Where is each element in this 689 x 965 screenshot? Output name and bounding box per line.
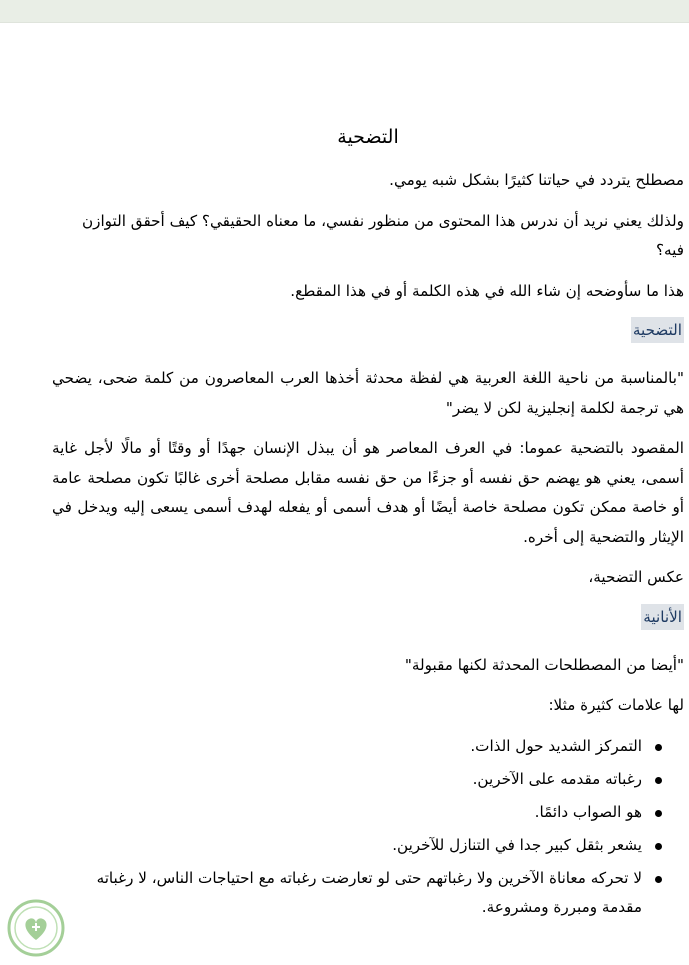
- intro-paragraph-3: هذا ما سأوضحه إن شاء الله في هذه الكلمة أو في هذا المقطع.: [290, 281, 684, 300]
- list-item: يشعر بثقل كبير جدا في التنازل للآخرين.: [52, 831, 684, 860]
- bullet-icon: [655, 744, 662, 751]
- list-item: التمركز الشديد حول الذات.: [52, 732, 684, 761]
- opposite-note: عكس التضحية،: [588, 568, 684, 586]
- list-item: رغباته مقدمه على الآخرين.: [52, 765, 684, 794]
- document-body: [52, 120, 684, 926]
- list-item: لا تحركه معاناة الآخرين ولا رغباتهم حتى لو تعارضت رغباته مع احتياجات الناس، لا رغباته مقدمة ومبررة ومشروعة.: [52, 864, 684, 922]
- sacrifice-definition: المقصود بالتضحية عموما: في العرف المعاصر هو أن يبذل الإنسان جهدًا أو وقتًا أو مالًا لأجل غاية أسمى، يعني هو يهضم حق نفسه أو جزءًا من حق نفسه مقابل مصلحة أخرى غالبًا تكون مصلحة عامة أو خاصة ممكن تكون مصلحة خاصة أيضًا أو هدف أسمى أو يفعله لهدف أسمى يسعى إليه ويدخل في الإيثار والتضحية إلى أخره.: [52, 439, 684, 546]
- section-heading-sacrifice: التضحية: [631, 317, 684, 343]
- selfishness-quote: "أيضا من المصطلحات المحدثة لكنها مقبولة": [404, 655, 684, 674]
- intro-paragraph-2: ولذلك يعني نريد أن ندرس هذا المحتوى من منظور نفسي، ما معناه الحقيقي؟ كيف أحقق التوازن فيه؟: [81, 211, 684, 259]
- section-heading-selfishness: الأنانية: [641, 604, 684, 630]
- bullet-icon: [655, 876, 662, 883]
- list-item: هو الصواب دائمًا.: [52, 798, 684, 827]
- bullet-icon: [655, 777, 662, 784]
- signs-list: [52, 732, 684, 922]
- page-title: التضحية: [337, 126, 399, 148]
- sacrifice-quote: "بالمناسبة من ناحية اللغة العربية هي لفظة محدثة أخذها العرب المعاصرون من كلمة ضحى، يضحي هي ترجمة لكلمة إنجليزية لكن لا يضر": [52, 369, 684, 417]
- signs-intro: لها علامات كثيرة مثلا:: [548, 696, 684, 714]
- watermark-logo-icon: [6, 898, 66, 958]
- intro-paragraph-1: مصطلح يتردد في حياتنا كثيرًا بشكل شبه يومي.: [389, 171, 684, 189]
- bullet-icon: [655, 810, 662, 817]
- top-strip: [0, 0, 689, 23]
- bullet-icon: [655, 843, 662, 850]
